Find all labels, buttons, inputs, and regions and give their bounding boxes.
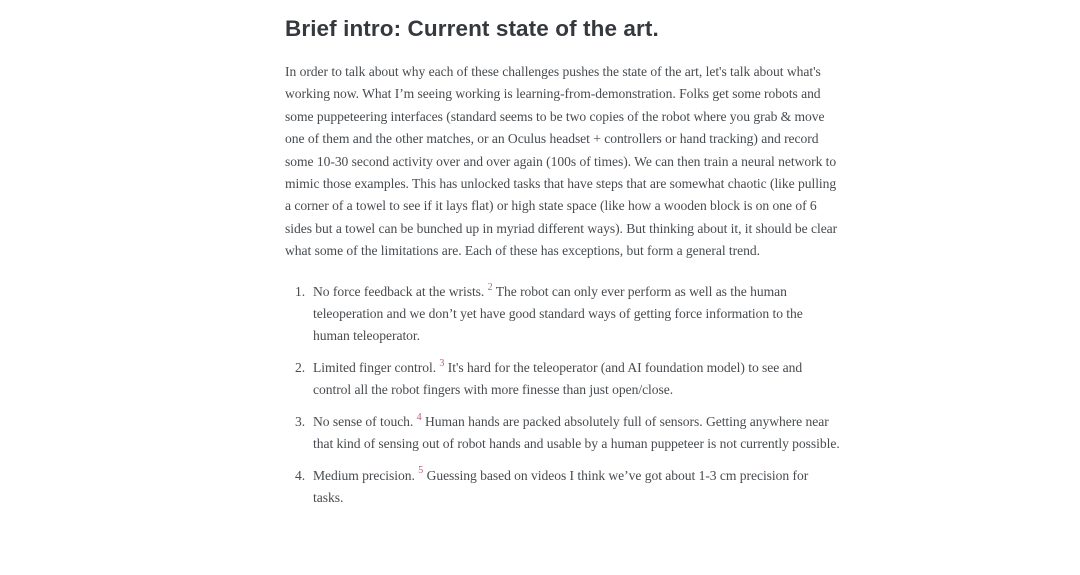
list-item bbox=[295, 411, 841, 456]
limitation-lead: No force feedback at the wrists. bbox=[313, 283, 485, 299]
limitation-lead: Medium precision. bbox=[313, 467, 415, 483]
article-content bbox=[285, 0, 841, 509]
footnote-link[interactable]: 3 bbox=[439, 357, 445, 369]
list-item bbox=[295, 465, 841, 510]
list-item bbox=[295, 281, 841, 348]
limitation-text: The robot can only ever perform as well as the human teleoperation and we don’t yet have good standard ways of getting force information to the human teleoperator. bbox=[313, 283, 803, 344]
list-item-number: 2. bbox=[295, 359, 306, 375]
limitation-text: It's hard for the teleoperator (and AI foundation model) to see and control all the robot fingers with more finesse than just open/close. bbox=[313, 359, 803, 398]
list-item-number: 3. bbox=[295, 413, 306, 429]
footnote-link[interactable]: 2 bbox=[487, 281, 493, 293]
list-item-number: 4. bbox=[295, 467, 306, 483]
list-item bbox=[295, 357, 841, 402]
intro-paragraph: In order to talk about why each of these challenges pushes the state of the art, let's talk about what's working now. What I’m seeing working is learning-from-demonstration. Folks get some robots and some puppeteering interfaces (standard seems to be two copies of the robot where you grab & move one of them and the other matches, or an Oculus headset + controllers or hand tracking) and record some 10-30 second activity over and over again (100s of times). We can then train a neural network to mimic those examples. This has unlocked tasks that have steps that are somewhat chaotic (like pulling a corner of a towel to see if it lays flat) or high state space (like how a wooden block is on one of 6 sides but a towel can be bunched up in myriad different ways). But thinking about it, it should be clear what some of the limitations are. Each of these has exceptions, but form a general trend. bbox=[285, 64, 838, 259]
limitation-lead: Limited finger control. bbox=[313, 359, 437, 375]
list-item-number: 1. bbox=[295, 283, 306, 299]
limitation-text: Guessing based on videos I think we’ve got about 1-3 cm precision for tasks. bbox=[313, 467, 809, 505]
section-heading: Brief intro: Current state of the art. bbox=[285, 16, 659, 41]
limitation-lead: No sense of touch. bbox=[313, 413, 414, 429]
footnote-link[interactable]: 4 bbox=[416, 411, 422, 423]
limitations-list bbox=[285, 281, 841, 510]
footnote-link[interactable]: 5 bbox=[418, 465, 424, 477]
limitation-text: Human hands are packed absolutely full of sensors. Getting anywhere near that kind of sensing out of robot hands and usable by a human puppeteer is not currently possible. bbox=[313, 413, 840, 452]
